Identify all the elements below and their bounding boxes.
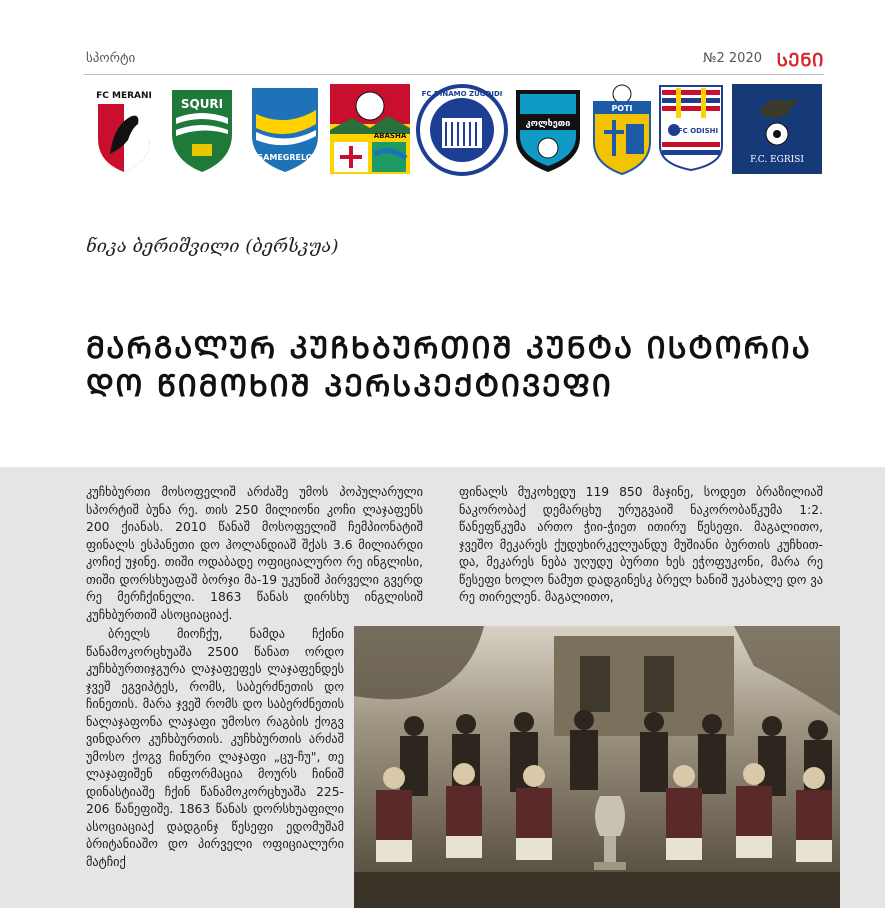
fc-merani-logo-text: FC MERANI: [96, 91, 152, 101]
article-title-line-1: ᲛᲐᲠᲒᲐᲚᲣᲠ ᲙᲣᲩᲮᲑᲣᲠᲗᲘᲨ ᲙᲣᲜᲢᲐ ᲘᲡᲢᲝᲠᲘᲐ: [86, 331, 812, 366]
article-title-line-2: ᲓᲝ ᲬᲘᲛᲝᲮᲘᲨ ᲞᲔᲠᲡᲞᲔᲥᲢᲘᲕᲔᲤᲘ: [86, 369, 613, 404]
article-title: [86, 330, 812, 406]
egrisi-logo: [732, 84, 822, 174]
abasha-logo-text: ABASHA: [373, 132, 407, 140]
egrisi-logo-text: F.C. EGRISI: [750, 155, 804, 165]
team-photo-image: [354, 626, 840, 908]
article-column-left-top: [86, 484, 423, 624]
article-author: ნიკა ბერიშვილი (ბერსკუა): [86, 236, 339, 257]
brand-logo: ᲡᲔᲜᲘ: [776, 50, 824, 71]
squri-logo-text: SQURI: [180, 97, 224, 111]
squri-logo: [166, 84, 238, 174]
samegrelo-logo-text: SAMEGRELO: [257, 153, 313, 162]
samegrelo-logo: [246, 84, 324, 174]
paragraph-1: კუჩხბურთი მოსოფელიშ არძაშე უმოს პოპულარული სპორტიშ ბუნა რე. თის 250 მილიონი კოჩი ლაჯაფენს 200 ქიანას. 2010 წანაშ მოსოფელიშ ჩემპიონატიშ ფინალს ესპანეთი დო ჰოლანდიაშ შქას 3.6 მილიარდი კოჩიქ უჯინე. თიში ოდაბადე ოფიციალურო რე ინგლისი, თიში დორსხუაფაშ ბორჯი მა-19 უკუნიშ პირველი გვერდ რე მერჩქინელი. 1863 წანას დირსხუ ინგლისიშ კუჩხბურთიშ ასოციაციაქ.: [86, 485, 423, 622]
section-label: სპორტი: [86, 51, 136, 66]
header-rule: [84, 74, 824, 75]
page-header: [84, 50, 824, 72]
kolkheti-logo: [512, 84, 584, 174]
article-column-left-bottom: [86, 626, 344, 871]
article-column-right: [459, 484, 823, 607]
paragraph-3: ფინალს მუკოხედუ 119 850 მაჯინე, სოდეთ ბრაზილიაშ ნაკორობაქ დემარცხუ ურუგვაიშ ნაკორობაწკუმა 1:2. წანეფწკუმა ართო ჭიი-ჭიეთ ითირუ წესეფი. მაგალითო, ჯვეშო მეკარეს ქუდუხირკელუანდუ მუშიანი ბურთის კუჩხით-და, მეკარეს ნება უღუდუ ბურთი ხეს ეჭოფუკონი, მარა რე წესეფი ხოლო ნამუთ დადგინესკ ბრელ ხანიშ უკახალე დო ვა რე თირელენ. მაგალითო,: [459, 485, 823, 604]
odishi-logo: [658, 84, 724, 172]
fc-merani-logo: [92, 84, 156, 174]
team-photo: [354, 626, 840, 908]
kolkheti-logo-text: კოლხეთი: [525, 119, 571, 129]
club-logos-row: [84, 84, 824, 176]
issue-number: №2 2020: [702, 51, 762, 66]
dinamo-zugdidi-logo-text: FC DINAMO ZUGDIDI: [421, 90, 503, 98]
dinamo-zugdidi-logo: [416, 84, 508, 176]
poti-logo: [590, 84, 654, 176]
odishi-logo-text: FC ODISHI: [677, 127, 719, 135]
abasha-logo: [330, 84, 410, 174]
paragraph-2: ბრელს მიოჩქუ, ნამდა ჩქინი წანამოკორცხუაშა 2500 წანათ ორდო კუჩხბურთიჯგურა ლაჯაფეფეს ლაჯაფენდეს ჯვეშ ეგვიპტეს, რომს, საბერძნეთის დო ჩინეთის. მარა ჯვეშ რომს დო საბერძნეთის ნალაჯაფონა ლაჯაფი უმოსო რაგბის ქოგვ ვინდარო კუჩხბურთის. კუჩხბურთის არძაშ უმოსო ქოგვ ჩინური ლაჯაფი „ცუ-ჩუ", თე ლაჯაფიშენ ინფორმაცია მოურს ჩინიშ დინასტიაშე ჩქინ წანამოკორცხუაშა 225-206 წანეფიშე. 1863 წანას დორსხუაფილი ასოციაციაქ დადგინჯ წესეფი ედომუშამ ბრიტანიაშო დო პირველი ოფიციალური მატჩიქ: [86, 627, 344, 869]
poti-logo-text: POTI: [611, 104, 633, 113]
